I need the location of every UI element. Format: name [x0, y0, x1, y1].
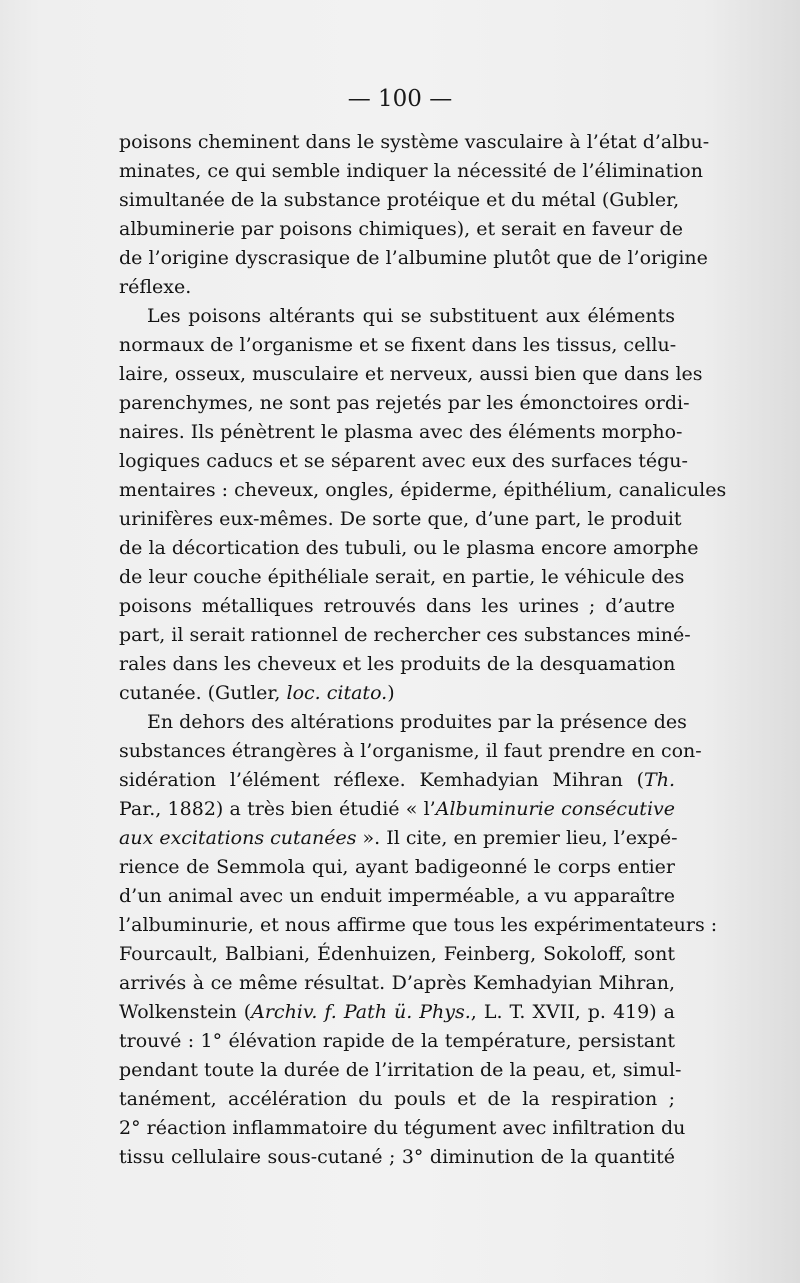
- text-segment: laire, osseux, musculaire et nerveux, aussi bien que dans les: [119, 363, 703, 385]
- text-line: [119, 186, 680, 215]
- text-segment: Par., 1882) a très bien étudié « l’: [119, 798, 436, 820]
- text-segment: part, il serait rationnel de rechercher ces substances miné-: [119, 624, 691, 646]
- text-segment: ». Il cite, en premier lieu, l’expé-: [356, 827, 678, 849]
- text-segment: simultanée de la substance protéique et du métal (Gubler,: [119, 189, 680, 211]
- text-segment: logiques caducs et se séparent avec eux des surfaces tégu-: [119, 450, 688, 472]
- italic-text: Th.: [644, 769, 675, 791]
- text-segment: trouvé : 1° élévation rapide de la température, persistant: [119, 1030, 675, 1052]
- text-segment: tanément, accélération du pouls et de la respiration ;: [119, 1088, 675, 1110]
- text-segment: Les poisons altérants qui se substituent aux éléments: [147, 305, 675, 327]
- text-segment: substances étrangères à l’organisme, il faut prendre en con-: [119, 740, 702, 762]
- text-line: [119, 882, 675, 911]
- text-line: [119, 679, 675, 708]
- text-line: [119, 1143, 675, 1172]
- text-line: [119, 737, 702, 766]
- page-number: — 100 —: [347, 86, 453, 112]
- text-line: [119, 795, 675, 824]
- text-segment: poisons cheminent dans le système vasculaire à l’état d’albu-: [119, 131, 710, 153]
- text-line: [119, 360, 703, 389]
- text-segment: urinifères eux-mêmes. De sorte que, d’une part, le produit: [119, 508, 682, 530]
- text-line: [119, 853, 675, 882]
- text-line: [119, 621, 691, 650]
- text-line: [119, 157, 703, 186]
- italic-text: Archiv. f. Path ü. Phys.: [251, 1001, 471, 1023]
- text-line: [119, 1114, 686, 1143]
- text-segment: cutanée. (Gutler,: [119, 682, 287, 704]
- text-line: [119, 940, 675, 969]
- text-segment: tissu cellulaire sous-cutané ; 3° diminution de la quantité: [119, 1146, 675, 1168]
- text-segment: d’un animal avec un enduit imperméable, a vu apparaître: [119, 885, 675, 907]
- text-segment: l’albuminurie, et nous affirme que tous les expérimentateurs :: [119, 914, 718, 936]
- text-line: [119, 447, 688, 476]
- text-line: [119, 592, 675, 621]
- text-line: [119, 1027, 675, 1056]
- text-segment: mentaires : cheveux, ongles, épiderme, épithélium, canalicules: [119, 479, 727, 501]
- text-segment: de la décortication des tubuli, ou le plasma encore amorphe: [119, 537, 699, 559]
- text-segment: parenchymes, ne sont pas rejetés par les émonctoires ordi-: [119, 392, 690, 414]
- text-segment: arrivés à ce même résultat. D’après Kemhadyian Mihran,: [119, 972, 675, 994]
- text-segment: rales dans les cheveux et les produits de la desquamation: [119, 653, 676, 675]
- text-line: [119, 476, 727, 505]
- text-line: [119, 215, 683, 244]
- text-line: [119, 505, 682, 534]
- text-line: [119, 389, 690, 418]
- text-line: [119, 1056, 682, 1085]
- text-line: [119, 766, 675, 795]
- text-line: [119, 534, 699, 563]
- body-text: [119, 128, 727, 1172]
- italic-text: loc. citato.: [286, 682, 388, 704]
- text-line: [119, 418, 683, 447]
- italic-text: aux excitations cutanées: [119, 827, 357, 849]
- text-line: [119, 1085, 675, 1114]
- text-segment: réflexe.: [119, 276, 192, 298]
- text-line: [119, 824, 678, 853]
- text-line: [119, 244, 708, 273]
- text-segment: , L. T. XVII, p. 419) a: [470, 1001, 675, 1023]
- text-segment: Wolkenstein (: [119, 1001, 252, 1023]
- text-segment: Fourcault, Balbiani, Édenhuizen, Feinberg, Sokoloff, sont: [119, 943, 675, 965]
- text-segment: de leur couche épithéliale serait, en partie, le véhicule des: [119, 566, 685, 588]
- text-line: [119, 969, 675, 998]
- text-line: [119, 650, 675, 679]
- text-segment: En dehors des altérations produites par la présence des: [147, 711, 687, 733]
- text-segment: 2° réaction inflammatoire du tégument avec infiltration du: [119, 1117, 686, 1139]
- text-segment: poisons métalliques retrouvés dans les urines ; d’autre: [119, 595, 675, 617]
- text-line: [119, 273, 675, 302]
- text-line: [119, 331, 675, 360]
- text-line: [119, 708, 687, 737]
- text-segment: pendant toute la durée de l’irritation de la peau, et, simul-: [119, 1059, 682, 1081]
- text-line: [119, 563, 685, 592]
- text-segment: de l’origine dyscrasique de l’albumine plutôt que de l’origine: [119, 247, 708, 269]
- text-segment: normaux de l’organisme et se fixent dans les tissus, cellu-: [119, 334, 677, 356]
- text-segment: minates, ce qui semble indiquer la nécessité de l’élimination: [119, 160, 703, 182]
- text-segment: rience de Semmola qui, ayant badigeonné le corps entier: [119, 856, 675, 878]
- text-line: [119, 998, 675, 1027]
- text-segment: albuminerie par poisons chimiques), et serait en faveur de: [119, 218, 683, 240]
- text-segment: sidération l’élément réflexe. Kemhadyian Mihran (: [119, 769, 645, 791]
- text-line: [119, 302, 675, 331]
- text-line: [119, 911, 718, 940]
- italic-text: Albuminurie consécutive: [435, 798, 675, 820]
- text-line: [119, 128, 710, 157]
- text-segment: naires. Ils pénètrent le plasma avec des éléments morpho-: [119, 421, 683, 443]
- text-segment: ): [387, 682, 395, 704]
